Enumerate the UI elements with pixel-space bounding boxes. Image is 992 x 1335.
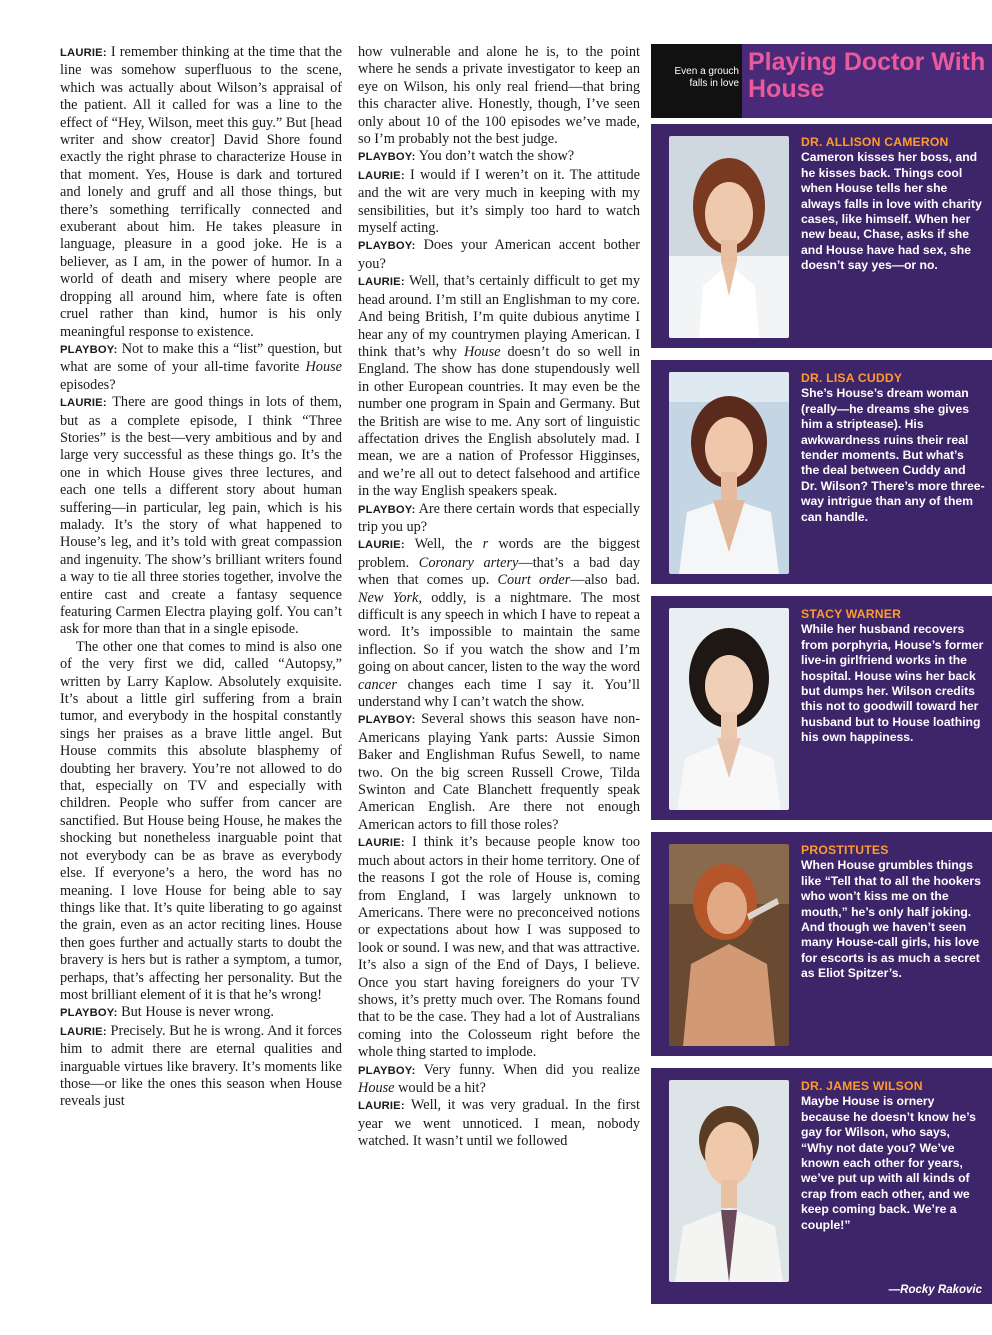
paragraph: [60, 341, 342, 394]
entry-description: While her husband recovers from porphyria, House’s former live-in girlfriend works in the hospital. House wins her back but dumps her. Wilson credits this not to goodwill toward her husband but to House loathing his own happiness.: [801, 622, 984, 745]
paragraph: [60, 1023, 342, 1111]
sidebar-title-box: [742, 44, 992, 118]
entry-description: Cameron kisses her boss, and he kisses back. Things cool when House tells her she always falls in love with charity cases, like himself. When her new beau, Chase, asks if she and House have had sex, she doesn’t say yes—or no.: [801, 150, 982, 273]
photo-cuddy: [669, 372, 789, 574]
paragraph-text: Well, that’s certainly difficult to get my head around. I’m still an Englishman to my core. And being British, I’m quite dubious anytime I hear any of my countrymen playing American. I think that’s why: [358, 273, 640, 360]
entry-text-prostitutes: [801, 843, 985, 982]
entry-text-wilson: [801, 1079, 985, 1233]
italic-text: House: [463, 343, 501, 360]
paragraph-text: There are good things in lots of them, but as a complete episode, I think “Three Stories” is the best—very ambitious and by and large very successful as these things go. It’s the one in which House gives three lectures, and each one tells a different story about human suffering—in particular, leg pain, which is his malady. It’s the story of what happened to House’s leg, and it’s told with great compassion and ingenuity. The show’s brilliant writers found a way to tie all three stories together, involve the entire cast and create a fantasy sequence featuring Carmen Electra playing golf. You can’t ask for more than that in a single episode.: [60, 394, 342, 638]
sidebar-title: Playing Doctor With House: [748, 48, 986, 103]
speaker-label: LAURIE:: [358, 837, 405, 850]
speaker-label: PLAYBOY:: [358, 1064, 416, 1077]
entry-description: She’s House’s dream woman (really—he dreams she gives him a striptease). His awkwardness ruins their real tender moments. But what’s the deal between Cuddy and Dr. Wilson? There’s more three-way intrigue than any of them can handle.: [801, 386, 985, 524]
paragraph-text: Precisely. But he is wrong. And it forces him to admit there are eternal qualities and inarguable virtues like bravery. It’s moments like those—or like the ones this season when House reveals just: [60, 1022, 342, 1110]
italic-text: Court order: [497, 572, 571, 589]
paragraph-text: words are the biggest problem.: [358, 536, 640, 571]
paragraph-text: Well, the: [414, 536, 483, 553]
italic-text: cancer: [358, 676, 397, 693]
italic-text: New York,: [358, 589, 422, 606]
paragraph: [358, 167, 640, 238]
speaker-label: LAURIE:: [60, 47, 107, 59]
paragraph-text: Several shows this season have non-Americans playing Yank parts: Aussie Simon Baker and Englishman Rufus Sewell, to name two. On the big screen Russell Crowe, Tilda Swinton and Cate Blanchett frequently speak American English. Are there not enough American actors to fill those roles?: [358, 711, 640, 833]
entry-name: PROSTITUTES: [801, 843, 889, 857]
entry-text-cuddy: [801, 371, 985, 525]
paragraph: [358, 237, 640, 273]
paragraph-text: But House is never wrong.: [121, 1004, 274, 1021]
article-column-2: [358, 44, 640, 1294]
italic-text: House: [358, 1079, 395, 1096]
entry-description: Maybe House is ornery because he doesn’t know he’s gay for Wilson, who says, “Why not date you? We’ve known each other for years, we’ve put up with all kinds of crap from each other, and we keep coming back. We’re a couple!”: [801, 1094, 976, 1232]
photo-wilson: [669, 1080, 789, 1282]
paragraph: [358, 44, 640, 148]
paragraph: [358, 1062, 640, 1098]
entry-text-cameron: [801, 135, 985, 274]
entry-description: When House grumbles things like “Tell that to all the hookers who won’t kiss me on the mouth,” he’s only half joking. And though we haven’t seen many House-call girls, his love for escorts is as much a secret as Eliot Spitzer’s.: [801, 858, 981, 981]
paragraph-text: —also bad.: [570, 572, 640, 589]
byline: —Rocky Rakovic: [888, 1284, 982, 1296]
sidebar: [651, 44, 992, 1304]
paragraph: [358, 536, 640, 711]
paragraph-text: Not to make this a “list” question, but what are some of your all-time favorite: [60, 340, 342, 376]
paragraph-text: would be a hit?: [394, 1079, 486, 1096]
speaker-label: LAURIE:: [358, 276, 405, 289]
paragraph-text: oddly, is a nightmare. The most difficult is any speech in which I have to repeat a word. It’s impossible to maintain the same inflection. So if you watch the show and I’m going on about cancer, listen to the way the word: [358, 589, 640, 676]
speaker-label: LAURIE:: [60, 1025, 107, 1038]
speaker-label: PLAYBOY:: [358, 503, 416, 516]
paragraph-text: Well, it was very gradual. In the first year we went unnoticed. I mean, nobody watched. It wasn’t until we followed: [358, 1097, 640, 1150]
entry-name: DR. JAMES WILSON: [801, 1079, 923, 1093]
italic-text: Coronary artery: [418, 554, 519, 571]
speaker-label: LAURIE:: [358, 1100, 405, 1113]
italic-text: r: [482, 536, 489, 553]
speaker-label: PLAYBOY:: [358, 714, 416, 727]
speaker-label: PLAYBOY:: [60, 343, 118, 356]
paragraph: [60, 639, 342, 1005]
paragraph-text: how vulnerable and alone he is, to the point where he sends a private investigator to keep an eye on Wilson, his only real friend—that bring this character alive. Honestly, though, I’ve seen only about 10 of the 100 episodes we’ve made, so I’m probably not the best judge.: [358, 44, 640, 148]
paragraph-text: episodes?: [60, 376, 116, 393]
photo-cameron: [669, 136, 789, 338]
speaker-label: PLAYBOY:: [358, 240, 416, 253]
paragraph: [60, 394, 342, 639]
sidebar-header: [651, 44, 992, 118]
paragraph: [358, 834, 640, 1061]
speaker-label: LAURIE:: [358, 169, 405, 182]
entry-name: DR. LISA CUDDY: [801, 371, 903, 385]
photo-prostitutes: [669, 844, 789, 1046]
paragraph-text: doesn’t do so well in England. The show has done stupendously well in other European countries. It may even be the number one program in Spain and Germany. But the British are wise to me. Any sort of linguistic affectation drives the English absolutely mad. I mean, we are a nation of Professor Higginses, and we’re all out to detect falsehood and artifice in the way English speakers speak.: [358, 343, 640, 500]
speaker-label: PLAYBOY:: [60, 1007, 118, 1020]
paragraph: [358, 711, 640, 834]
article-column-1: [60, 44, 342, 1294]
paragraph: [358, 273, 640, 500]
paragraph-text: —that’s a bad day when that comes up.: [358, 554, 640, 589]
entry-prostitutes: [651, 832, 992, 1056]
entry-wilson: [651, 1068, 992, 1304]
speaker-label: LAURIE:: [358, 539, 405, 552]
paragraph-text: You don’t watch the show?: [418, 148, 575, 165]
entry-name: STACY WARNER: [801, 607, 902, 621]
paragraph: [358, 148, 640, 166]
paragraph-text: The other one that comes to mind is also one of the very first we did, called “Autopsy,” written by Larry Kaplow. Absolutely exquisite. It’s about a little girl suffering from a brain tumor, and everybody in the hospital constantly sings her praises as a brave little angel. But House commits this absolute blasphemy of doubting her bravery. You’re not allowed to do that, especially on TV and especially with children. People who suffer from cancer are sanctified. But House being House, he makes the shocking but nonetheless inarguable point that not everybody can be as brave as everybody else. If everyone’s a hero, the word has no meaning. I love House for being able to say things like that. It’s quite liberating to go against the grain, even as an actor reciting lines. House then goes further and actually starts to doubt the bravery is hers but is rather a symptom, a tumor, perhaps, that’s affecting her personality. But the most brilliant element of it is that he’s wrong!: [60, 638, 342, 1003]
entry-cuddy: [651, 360, 992, 584]
paragraph-text: I remember thinking at the time that the line was somehow superfluous to the scene, which was actually about Wilson’s appraisal of the patient. All it called for was a line to the effect of “Hey, Wilson, meet this guy.” But [head writer and show creator] David Shore found exactly the right phrase to characterize House in that moment. Yes, House is dark and tortured and lonely and gruff and all those things, but there’s something terrifically connected and exuberant about him. He takes pleasure in language, pleasure in a good joke. He is a believer, as I am, in the power of humor. In a world of death and misery where people are dropping all around him, where fate is often cruel rather than kind, humor is his only meaningful response to existence.: [60, 44, 342, 340]
entry-name: DR. ALLISON CAMERON: [801, 135, 949, 149]
italic-text: House: [305, 359, 342, 376]
paragraph-text: I think it’s because people know too much about actors in their home territory. One of the reasons I got the role of House is, coming from England, I was largely unknown to Americans. There were no preconceived notions or expectations about how I was supposed to look or sound. I was new, and that was attractive. It’s also a sign of the End of Days, I believe. Once you start having foreigners do your TV shows, it’s pretty much over. The Romans found that to be the case. They had a lot of Australians coming into the Colosseum right before the whole thing started to implode.: [358, 834, 640, 1061]
speaker-label: PLAYBOY:: [358, 151, 416, 164]
entry-stacy: [651, 596, 992, 820]
paragraph-text: Does your American accent bother you?: [358, 237, 640, 272]
paragraph-text: changes each time I say it. You’ll understand why I can’t watch the show.: [358, 676, 640, 711]
paragraph: [358, 1097, 640, 1150]
entry-text-stacy: [801, 607, 985, 746]
paragraph: [358, 501, 640, 537]
paragraph-text: I would if I weren’t on it. The attitude and the wit are very much in keeping with my sensibilities, but it’s simply too hard to watch myself acting.: [358, 166, 640, 237]
photo-stacy: [669, 608, 789, 810]
paragraph: [60, 1004, 342, 1022]
speaker-label: LAURIE:: [60, 397, 107, 410]
sidebar-tagline: Even a grouch falls in love: [674, 66, 739, 89]
paragraph: [60, 44, 342, 341]
entry-cameron: [651, 124, 992, 348]
paragraph-text: Are there certain words that especially trip you up?: [358, 500, 640, 535]
paragraph-text: Very funny. When did you realize: [423, 1061, 640, 1078]
